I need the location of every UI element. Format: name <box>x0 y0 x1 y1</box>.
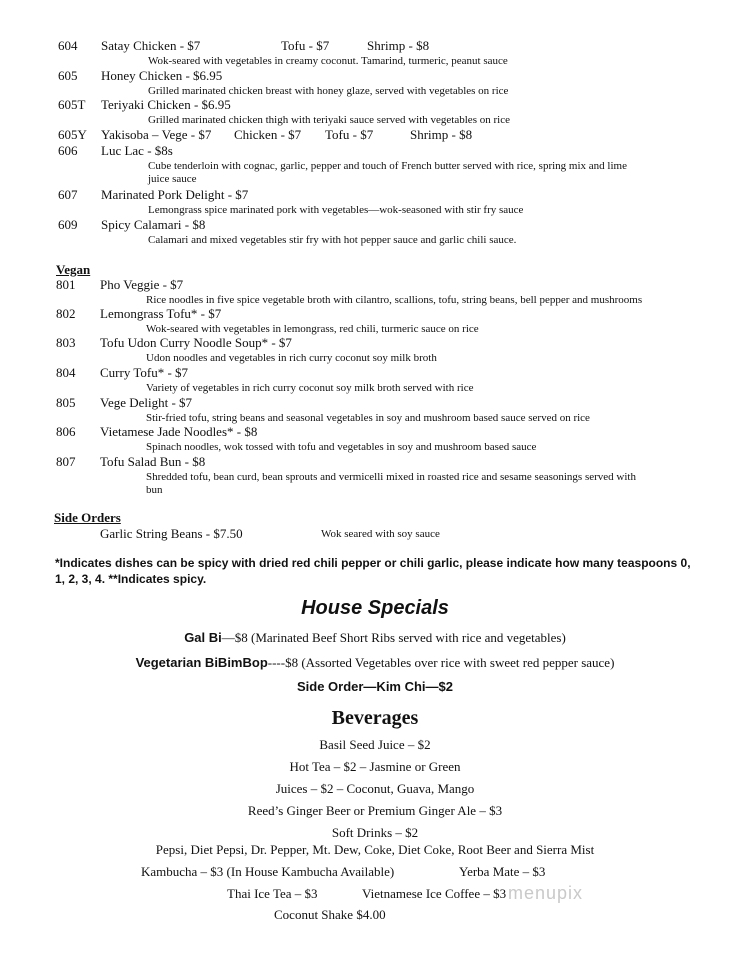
item-description: Wok-seared with vegetables in creamy coconut. Tamarind, turmeric, peanut sauce <box>148 55 508 67</box>
item-name: Curry Tofu* - $7 <box>100 365 189 380</box>
item-number: 805 <box>56 395 76 410</box>
item-number: 801 <box>56 277 76 292</box>
beverage-line: Yerba Mate – $3 <box>459 864 546 879</box>
item-name: Satay Chicken - $7 <box>101 38 201 53</box>
item-number: 605 <box>58 68 78 83</box>
item-description: Shredded tofu, bean curd, bean sprouts and vermicelli mixed in roasted rice and sesame seasonings served with <box>146 471 636 483</box>
item-number: 806 <box>56 424 76 439</box>
item-number: 807 <box>56 454 76 469</box>
item-description: bun <box>146 484 163 496</box>
item-number: 606 <box>58 143 78 158</box>
beverage-line: Thai Ice Tea – $3 <box>227 886 318 901</box>
spicy-note: *Indicates dishes can be spicy with dried red chili pepper or chili garlic, please indicate how many teaspoons 0, <box>55 556 691 570</box>
item-name: Honey Chicken - $6.95 <box>101 68 223 83</box>
beverage-line: Vietnamese Ice Coffee – $3 <box>362 886 507 901</box>
item-number: 609 <box>58 217 78 232</box>
item-description: Rice noodles in five spice vegetable broth with cilantro, scallions, tofu, string beans, bell pepper and mushrooms <box>146 294 643 306</box>
beverage-line: Juices – $2 – Coconut, Guava, Mango <box>275 781 475 796</box>
item-name: Tofu Salad Bun - $8 <box>100 454 206 469</box>
special-kim-chi: Side Order—Kim Chi—$2 <box>296 679 454 694</box>
item-description: Cube tenderloin with cognac, garlic, pepper and touch of French butter served with rice, spring mix and lime <box>148 160 627 172</box>
beverage-line: Soft Drinks – $2 <box>331 825 419 840</box>
item-name: Pho Veggie - $7 <box>100 277 184 292</box>
item-name: Teriyaki Chicken - $6.95 <box>101 97 231 112</box>
item-description: Stir-fried tofu, string beans and seasonal vegetables in soy and mushroom based sauce served on rice <box>146 412 590 424</box>
item-description: Wok-seared with vegetables in lemongrass, red chili, turmeric sauce on rice <box>146 323 479 335</box>
beverage-line: Basil Seed Juice – $2 <box>319 737 431 752</box>
beverage-line: Pepsi, Diet Pepsi, Dr. Pepper, Mt. Dew, Coke, Diet Coke, Root Beer and Sierra Mist <box>155 842 595 857</box>
special-details: —$8 (Marinated Beef Short Ribs served with rice and vegetables) <box>221 630 566 645</box>
item-name: Garlic String Beans - $7.50 <box>100 526 243 541</box>
item-name: Yakisoba – Vege - $7 <box>101 127 212 142</box>
special-details: ----$8 (Assorted Vegetables over rice with sweet red pepper sauce) <box>267 655 615 670</box>
item-name: Lemongrass Tofu* - $7 <box>100 306 222 321</box>
beverages-title: Beverages <box>331 707 419 729</box>
beverage-line: Reed’s Ginger Beer or Premium Ginger Ale – $3 <box>247 803 503 818</box>
item-variant: Tofu - $7 <box>281 38 330 53</box>
section-heading-vegan: Vegan <box>56 262 91 277</box>
item-description: Calamari and mixed vegetables stir fry with hot pepper sauce and garlic chili sauce. <box>148 234 517 246</box>
item-description: juice sauce <box>148 173 197 185</box>
item-number: 604 <box>58 38 78 53</box>
item-description: Wok seared with soy sauce <box>321 528 440 540</box>
item-description: Variety of vegetables in rich curry coconut soy milk broth served with rice <box>146 382 474 394</box>
item-name: Luc Lac - $8s <box>101 143 173 158</box>
special-name: Gal Bi <box>184 630 222 645</box>
item-description: Spinach noodles, wok tossed with tofu and vegetables in soy and mushroom based sauce <box>146 441 537 453</box>
item-number: 802 <box>56 306 76 321</box>
beverage-line: Coconut Shake $4.00 <box>274 907 386 922</box>
item-name: Tofu Udon Curry Noodle Soup* - $7 <box>100 335 292 350</box>
item-number: 605T <box>58 97 86 112</box>
item-number: 605Y <box>58 127 87 142</box>
menupix-watermark: menupix <box>508 883 584 903</box>
item-number: 804 <box>56 365 76 380</box>
special-gal-bi <box>0 630 750 646</box>
spicy-note: 1, 2, 3, 4. **Indicates spicy. <box>55 572 207 586</box>
item-description: Udon noodles and vegetables in rich curry coconut soy milk broth <box>146 352 437 364</box>
beverage-line: Hot Tea – $2 – Jasmine or Green <box>289 759 461 774</box>
item-name: Marinated Pork Delight - $7 <box>101 187 249 202</box>
item-number: 803 <box>56 335 76 350</box>
item-number: 607 <box>58 187 78 202</box>
special-name: Vegetarian BiBimBop <box>135 655 268 670</box>
item-variant: Tofu - $7 <box>325 127 374 142</box>
item-description: Grilled marinated chicken breast with honey glaze, served with vegetables on rice <box>148 85 509 97</box>
beverage-line: Kambucha – $3 (In House Kambucha Available) <box>141 864 395 879</box>
house-specials-title: House Specials <box>301 597 449 619</box>
section-heading-side-orders: Side Orders <box>54 510 121 525</box>
item-variant: Chicken - $7 <box>234 127 302 142</box>
item-variant: Shrimp - $8 <box>410 127 473 142</box>
item-variant: Shrimp - $8 <box>367 38 430 53</box>
item-description: Lemongrass spice marinated pork with vegetables—wok-seasoned with stir fry sauce <box>148 204 524 216</box>
item-description: Grilled marinated chicken thigh with teriyaki sauce served with vegetables on rice <box>148 114 510 126</box>
special-bibimbop <box>0 655 750 671</box>
item-name: Vietamese Jade Noodles* - $8 <box>100 424 258 439</box>
item-name: Vege Delight - $7 <box>100 395 193 410</box>
item-name: Spicy Calamari - $8 <box>101 217 206 232</box>
